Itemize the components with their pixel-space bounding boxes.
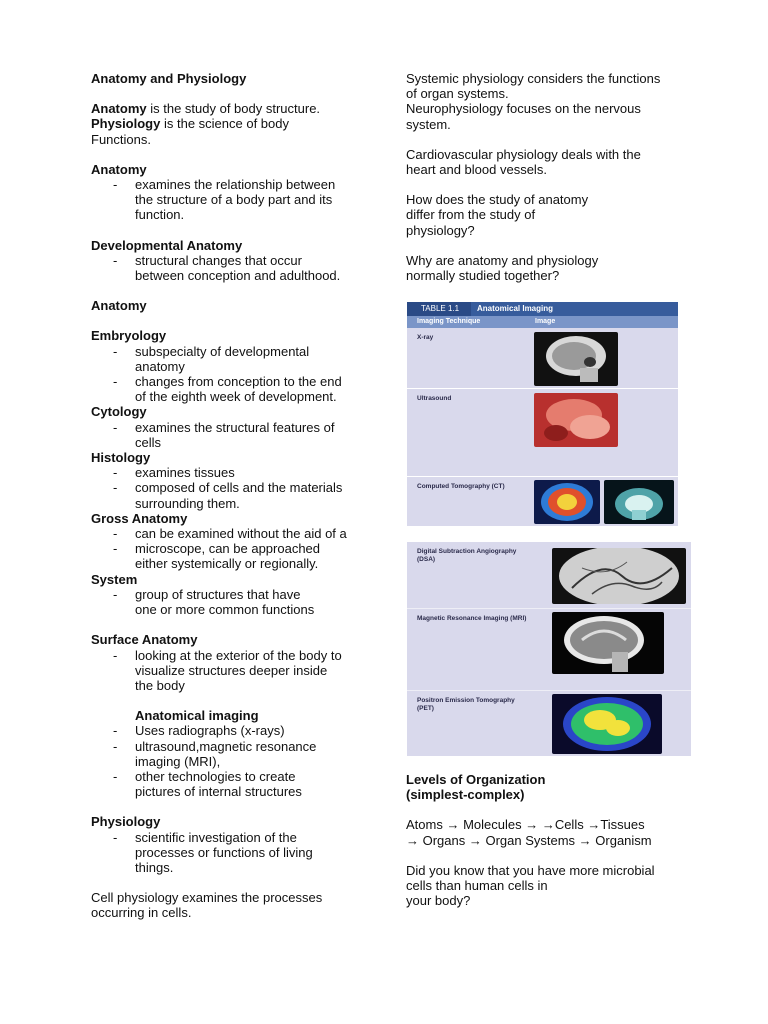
table-column-headers <box>407 316 678 328</box>
table-row <box>407 609 691 691</box>
ct-scan-image-2 <box>604 480 674 524</box>
levels-of-organization: Atoms → Molecules → →Cells →Tissues → Organs → Organ Systems → Organism <box>406 817 652 848</box>
section-gross-heading: Gross Anatomy <box>91 510 188 526</box>
system-list <box>91 587 381 617</box>
page-title: Anatomy and Physiology <box>91 71 247 86</box>
list-item: - examines the structural features of cells <box>91 420 381 450</box>
table-number: TABLE 1.1 <box>421 304 460 313</box>
list-item: - examines tissues <box>91 465 381 480</box>
list-item: - other technologies to create pictures of internal structures <box>91 769 381 799</box>
table-row <box>407 389 678 477</box>
list-item: - ultrasound,magnetic resonance imaging (MRI), <box>91 739 381 769</box>
table-header <box>407 302 678 316</box>
systemic-physiology-text: Systemic physiology considers the functions of organ systems. <box>406 71 661 102</box>
physiology-definition-cont: Functions. <box>91 131 151 147</box>
levels-heading: Levels of Organization (simplest-complex) <box>406 772 546 803</box>
pet-scan-image <box>552 694 662 754</box>
list-item: - scientific investigation of the processes or functions of living things. <box>91 830 381 876</box>
list-item: - subspecialty of developmental anatomy <box>91 344 381 374</box>
table-row <box>407 691 691 757</box>
imaging-table-part-2 <box>407 542 691 756</box>
anatomy-list <box>91 177 381 223</box>
section-system-heading: System <box>91 571 138 587</box>
table-row <box>407 477 678 527</box>
question-1: How does the study of anatomy differ from the study of physiology? <box>406 192 589 238</box>
skull-xray-image <box>534 332 618 386</box>
list-item: - changes from conception to the end of the eighth week of development. <box>91 374 381 404</box>
anatomy-definition-text: is the study of body structure. <box>146 101 321 117</box>
ct-scan-image-1 <box>534 480 600 524</box>
section-histology-heading: Histology <box>91 450 151 466</box>
right-column-top <box>406 71 696 283</box>
table-row <box>407 328 678 389</box>
table-title: Anatomical Imaging <box>471 302 678 316</box>
physiology-list <box>91 830 381 876</box>
histology-list <box>91 465 381 511</box>
microbial-fact: Did you know that you have more microbial cells than human cells in your body? <box>406 862 655 909</box>
left-column <box>91 71 381 921</box>
list-item: - Uses radiographs (x-rays) <box>91 723 381 738</box>
embryology-list <box>91 344 381 405</box>
right-column-bottom <box>406 772 696 908</box>
row-label: X-ray <box>417 334 434 341</box>
physiology-definition <box>91 116 381 131</box>
imaging-table-part-1 <box>407 302 678 526</box>
list-item: - composed of cells and the materials surrounding them. <box>91 480 381 510</box>
fetus-ultrasound-image <box>534 393 618 447</box>
neurophysiology-text: Neurophysiology focuses on the nervous system. <box>406 101 641 132</box>
row-label: Magnetic Resonance Imaging (MRI) <box>417 615 527 622</box>
list-item: - microscope, can be approached either systemically or regionally. <box>91 541 381 571</box>
section-anatomy-heading-2: Anatomy <box>91 298 147 314</box>
angiography-image <box>552 548 686 604</box>
section-cytology-heading: Cytology <box>91 404 147 420</box>
list-item: - structural changes that occur between conception and adulthood. <box>91 253 381 283</box>
section-physiology-heading: Physiology <box>91 814 161 830</box>
table-row <box>407 542 691 609</box>
question-2: Why are anatomy and physiology normally studied together? <box>406 252 599 284</box>
row-label: Computed Tomography (CT) <box>417 483 505 490</box>
physiology-definition-text: is the science of body <box>160 116 289 132</box>
row-label: Ultrasound <box>417 395 452 402</box>
cytology-list <box>91 420 381 450</box>
anatomy-definition <box>91 101 381 116</box>
term-physiology: Physiology <box>91 116 161 132</box>
list-item: - examines the relationship between the structure of a body part and its function. <box>91 177 381 223</box>
section-embryology-heading: Embryology <box>91 328 167 344</box>
developmental-list <box>91 253 381 283</box>
imaging-list <box>91 723 381 799</box>
list-item: - group of structures that have one or more common functions <box>91 587 381 617</box>
section-imaging-heading: Anatomical imaging <box>135 708 259 724</box>
cardiovascular-text: Cardiovascular physiology deals with the heart and blood vessels. <box>406 146 641 178</box>
surface-list <box>91 648 381 694</box>
cell-physiology-text: Cell physiology examines the processes occurring in cells. <box>91 890 323 921</box>
mri-brain-image <box>552 612 664 674</box>
section-anatomy-heading: Anatomy <box>91 161 147 177</box>
list-item: - looking at the exterior of the body to visualize structures deeper inside the body <box>91 648 381 694</box>
section-surface-heading: Surface Anatomy <box>91 632 198 648</box>
list-item: - can be examined without the aid of a <box>91 526 381 541</box>
gross-list <box>91 526 381 572</box>
term-anatomy: Anatomy <box>91 101 147 117</box>
section-developmental-heading: Developmental Anatomy <box>91 237 243 253</box>
row-label: Positron Emission Tomography (PET) <box>417 697 515 712</box>
row-label: Digital Subtraction Angiography (DSA) <box>417 548 517 563</box>
column-technique: Imaging Technique <box>417 318 481 325</box>
column-image: Image <box>535 318 556 325</box>
